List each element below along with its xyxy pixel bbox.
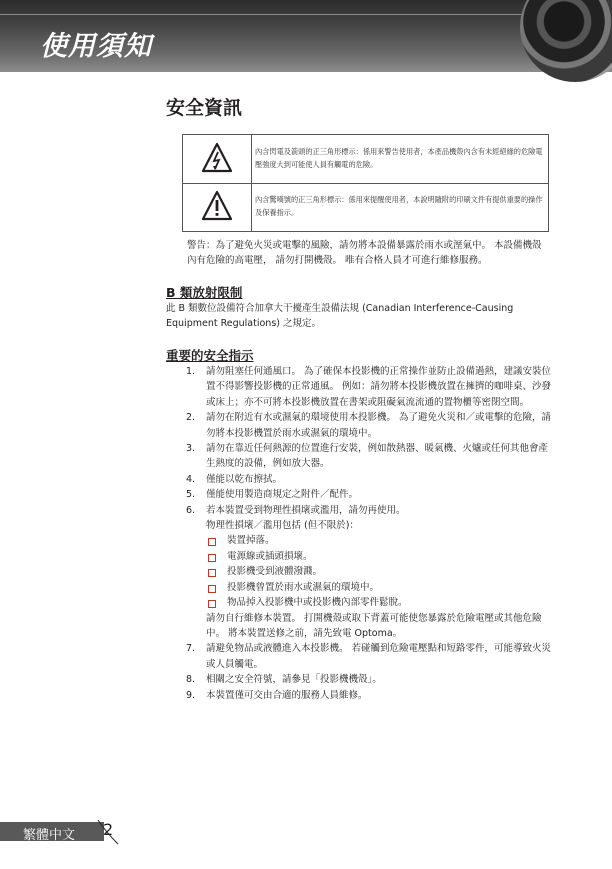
item-text: 請勿阻塞任何通風口。 為了確保本投影機的正常操作並防止設備過熱，建議安裝位置不得影響投影機的正常通風。 例如：請勿將本投影機放置在擁擠的咖啡桌、沙發或床上；亦不可將本投影機放置在書架或阻礙氣流流通的置物櫃等密閉空間。 [206,366,552,408]
bullet-text: 電源線或插頭損壞。 [227,550,313,562]
warning-symbols-table [182,134,549,232]
damage-bullet-list [206,533,556,610]
list-item [186,487,556,502]
list-item [186,441,556,472]
bullet-item [206,580,556,595]
item-text: 僅能以乾布擦拭。 [206,473,283,485]
item-text: 本裝置僅可交由合適的服務人員維修。 [206,689,368,701]
item-number: 8. [186,674,196,686]
warning-text-lightning: 內含閃電及箭頭的正三角形標示：係用來警告使用者，本產品機殼內含有未經絕緣的危險電壓強度大到可能使人員有觸電的危險。 [255,147,543,169]
list-item [186,364,556,410]
checkbox-bullet-icon [208,585,216,593]
warning-row-lightning [183,135,548,184]
item-number: 5. [186,489,196,501]
item-number: 6. [186,504,196,516]
list-item [186,688,556,703]
item-number: 1. [186,366,196,377]
item-number: 3. [186,443,196,455]
bullet-item [206,549,556,564]
checkbox-bullet-icon [208,569,216,577]
item-number: 2. [186,412,196,424]
list-item [186,410,556,441]
item-text: 相關之安全符號，請參見「投影機機殼」。 [206,674,382,686]
list-item [186,503,556,642]
bullet-text: 裝置掉落。 [227,535,275,547]
item-text: 請勿在靠近任何熱源的位置進行安裝，例如散熱器、暖氣機、火爐或任何其他會產生熱度的設備，例如放大器。 [206,443,549,470]
header-title: 使用須知 [40,31,152,62]
page-number: 2 [103,820,114,839]
item6-tail: 請勿自行維修本裝置。 打開機殼或取下背蓋可能使您暴露於危險電壓或其他危險中。 將本裝置送修之前，請先致電 Optoma。 [206,612,542,639]
list-item [186,672,556,687]
warning-row-exclamation [183,183,548,231]
instructions-title: 重要的安全指示 [166,348,254,363]
section-title: 安全資訊 [166,97,243,119]
checkbox-bullet-icon [208,600,216,608]
list-item [186,641,556,672]
checkbox-bullet-icon [208,538,216,546]
item-text: 若本裝置受到物理性損壞或濫用，請勿再使用。 [206,504,406,516]
footer-language-label: 繁體中文 [23,828,76,843]
projector-lens-graphic [520,0,612,82]
warning-note: 警告：為了避免火災或電擊的風險，請勿將本設備暴露於雨水或溼氣中。 本設備機殼內有危險的高電壓， 請勿打開機殼。 唯有合格人員才可進行維修服務。 [187,240,542,266]
warning-text-exclamation: 內含驚嘆號的正三角形標示：係用來提醒使用者，本說明隨附的印刷文件有提供重要的操作及保養指示。 [255,195,543,217]
lightning-triangle-icon [201,142,233,174]
bullet-text: 投影機受到液體潑濺。 [227,566,323,578]
class-b-text: 此 B 類數位設備符合加拿大干擾產生設備法規 (Canadian Interference-Causing Equipment Regulations) 之規定。 [166,303,514,329]
bullet-item [206,595,556,610]
bullet-text: 物品掉入投影機中或投影機內部零件鬆脫。 [227,597,408,609]
bullet-item [206,533,556,548]
item-text: 僅能使用製造商規定之附件／配件。 [206,489,359,501]
item-text: 請勿在附近有水或濕氣的環境使用本投影機。 為了避免火災和／或電擊的危險，請勿將本投影機置於雨水或濕氣的環境中。 [206,412,552,439]
item6-subtitle: 物理性損壞／濫用包括 (但不限於)： [206,520,359,532]
instructions-list [186,364,556,703]
item-number: 9. [186,689,196,701]
exclamation-triangle-icon [201,190,233,222]
item-number: 4. [186,473,196,485]
bullet-text: 投影機曾置於雨水或濕氣的環境中。 [227,581,380,593]
bullet-item [206,564,556,579]
list-item [186,472,556,487]
warning-icon-cell [183,183,252,231]
item-number: 7. [186,643,196,655]
item-text: 請避免物品或液體進入本投影機。 若碰觸到危險電壓點和短路零件，可能導致火災或人員觸電。 [206,643,552,670]
class-b-title: B 類放射限制 [166,285,243,300]
checkbox-bullet-icon [208,554,216,562]
warning-icon-cell [183,135,252,183]
